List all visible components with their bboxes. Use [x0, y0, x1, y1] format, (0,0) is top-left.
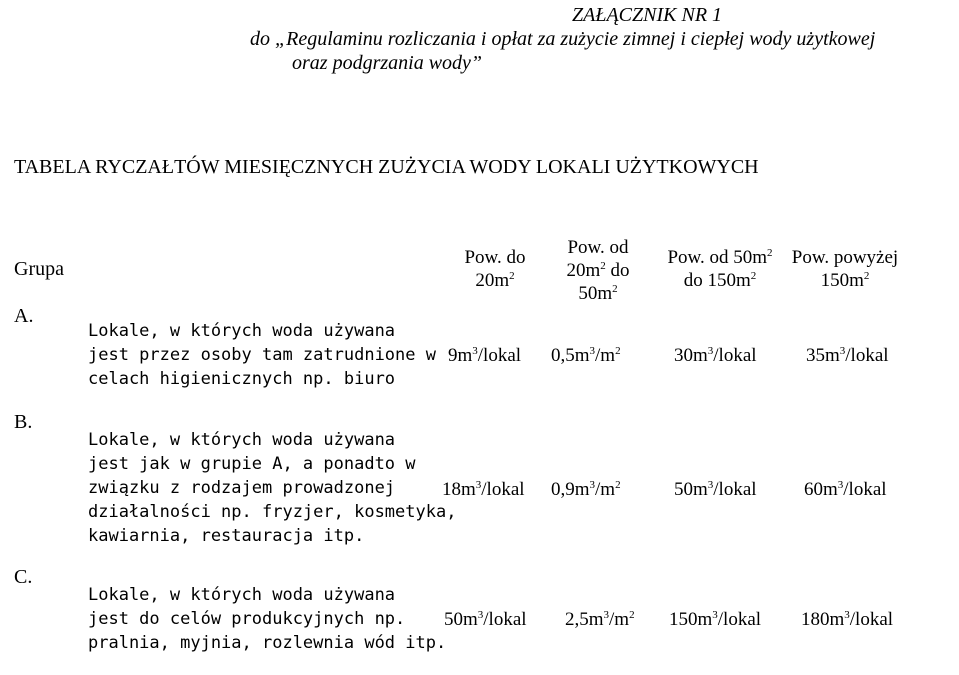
col-header-2: [558, 236, 638, 305]
row-b-value-3: $50m^3$/lokal: [674, 479, 757, 500]
col-header-4: [785, 246, 905, 292]
col-header-1-line2: $20m^2$: [475, 270, 515, 291]
col-header-2-line3: $50m^2$: [578, 283, 618, 304]
attachment-subtitle: do „Regulaminu rozliczania i opłat za zużycie zimnej i ciepłej wody użytkowej: [250, 28, 876, 50]
col-header-3: [660, 246, 780, 292]
row-c-value-2: $2,5m^3/m^2$: [565, 609, 635, 630]
row-b-value-1: $18m^3$/lokal: [442, 479, 525, 500]
row-c-value-1: $50m^3$/lokal: [444, 609, 527, 630]
row-a-value-4: $35m^3$/lokal: [806, 345, 889, 366]
group-header: Grupa: [14, 258, 64, 280]
col-header-2-line2: $20m^2$ do: [566, 260, 630, 281]
table-title: TABELA RYCZAŁTÓW MIESIĘCZNYCH ZUŻYCIA WODY LOKALI UŻYTKOWYCH: [14, 156, 759, 178]
attachment-subtitle-cont: oraz podgrzania wody”: [292, 52, 483, 74]
col-header-1: [455, 246, 535, 292]
attachment-title: ZAŁĄCZNIK NR 1: [572, 4, 723, 26]
col-header-3-line2: do $150m^2$: [683, 270, 757, 291]
row-b-value-2: $0,9m^3/m^2$: [551, 479, 621, 500]
row-a-value-1: $9m^3$/lokal: [448, 345, 522, 366]
col-header-4-line2: $150m^2$: [820, 270, 870, 291]
row-b-description: Lokale, w których woda używana jest jak w grupie A, a ponadto w związku z rodzajem prowadzonej działalności np. fryzjer, kosmetyka, kawiarnia, restauracja itp.: [88, 430, 457, 546]
row-a-description: Lokale, w których woda używana jest przez osoby tam zatrudnione w celach higienicznych np. biuro: [88, 321, 436, 389]
row-c-value-3: $150m^3$/lokal: [669, 609, 762, 630]
row-a-value-2: $0,5m^3/m^2$: [551, 345, 621, 366]
row-b-value-4: $60m^3$/lokal: [804, 479, 887, 500]
col-header-3-line1: Pow. od $50m^2$: [667, 247, 773, 268]
row-c-group: C.: [14, 566, 33, 588]
row-c-value-4: $180m^3$/lokal: [801, 609, 894, 630]
row-a-group: A.: [14, 305, 34, 327]
col-header-1-line1: Pow. do: [464, 247, 526, 268]
col-header-4-line1: Pow. powyżej: [791, 247, 899, 268]
row-b-group: B.: [14, 411, 33, 433]
col-header-2-line1: Pow. od: [567, 237, 629, 258]
row-a-value-3: $30m^3$/lokal: [674, 345, 757, 366]
row-c-description: Lokale, w których woda używana jest do celów produkcyjnych np. pralnia, myjnia, rozlewnia wód itp.: [88, 585, 447, 653]
